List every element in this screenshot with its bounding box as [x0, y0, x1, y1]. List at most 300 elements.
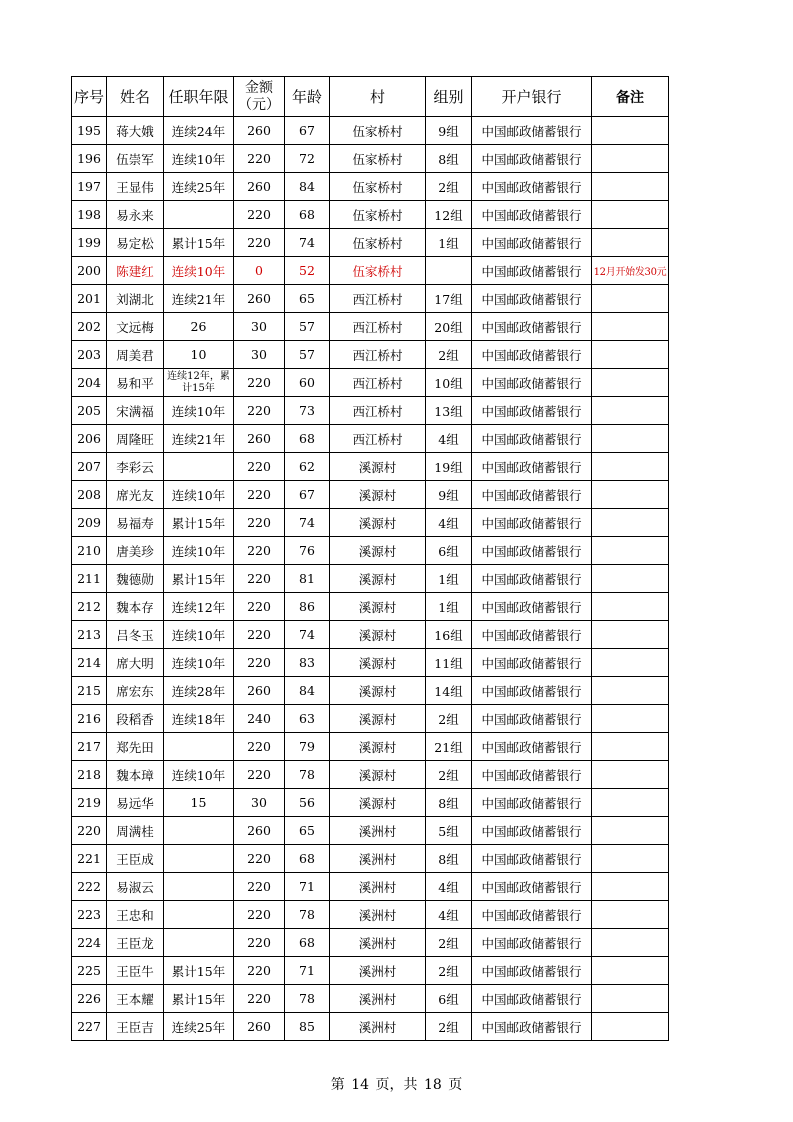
- header-amount: [234, 77, 285, 117]
- cell-group: 6组: [426, 537, 472, 565]
- cell-tenure: [164, 901, 234, 929]
- cell-age: 65: [285, 285, 330, 313]
- cell-village: 溪源村: [330, 453, 426, 481]
- cell-remark: [592, 845, 669, 873]
- cell-amount: 240: [234, 705, 285, 733]
- cell-age: 78: [285, 985, 330, 1013]
- cell-village: 溪洲村: [330, 873, 426, 901]
- cell-group: 8组: [426, 145, 472, 173]
- cell-village: 溪源村: [330, 481, 426, 509]
- cell-bank: 中国邮政储蓄银行: [472, 649, 592, 677]
- cell-amount: 220: [234, 733, 285, 761]
- cell-no: 219: [72, 789, 107, 817]
- cell-name: 周隆旺: [107, 425, 164, 453]
- cell-remark: [592, 985, 669, 1013]
- cell-name: 唐美珍: [107, 537, 164, 565]
- cell-remark: [592, 509, 669, 537]
- cell-group: 1组: [426, 593, 472, 621]
- table-row: [72, 509, 669, 537]
- cell-village: 溪源村: [330, 677, 426, 705]
- table-row: [72, 901, 669, 929]
- cell-amount: 220: [234, 929, 285, 957]
- table-row: [72, 257, 669, 285]
- cell-remark: [592, 789, 669, 817]
- cell-name: 周美君: [107, 341, 164, 369]
- cell-village: 溪洲村: [330, 1013, 426, 1041]
- cell-age: 63: [285, 705, 330, 733]
- cell-name: 魏德勋: [107, 565, 164, 593]
- cell-tenure: 连续10年: [164, 257, 234, 285]
- cell-no: 217: [72, 733, 107, 761]
- cell-group: 4组: [426, 509, 472, 537]
- cell-bank: 中国邮政储蓄银行: [472, 397, 592, 425]
- table-row: [72, 425, 669, 453]
- table-row: [72, 733, 669, 761]
- cell-no: 207: [72, 453, 107, 481]
- table-row: [72, 565, 669, 593]
- cell-name: 易永来: [107, 201, 164, 229]
- cell-no: 211: [72, 565, 107, 593]
- cell-group: 14组: [426, 677, 472, 705]
- cell-amount: 260: [234, 425, 285, 453]
- cell-no: 203: [72, 341, 107, 369]
- cell-age: 68: [285, 425, 330, 453]
- cell-age: 56: [285, 789, 330, 817]
- table-row: [72, 817, 669, 845]
- cell-tenure: 累计15年: [164, 957, 234, 985]
- cell-name: 席光友: [107, 481, 164, 509]
- cell-no: 220: [72, 817, 107, 845]
- cell-group: 2组: [426, 761, 472, 789]
- cell-tenure: 连续12年: [164, 593, 234, 621]
- cell-village: 西江桥村: [330, 285, 426, 313]
- cell-no: 197: [72, 173, 107, 201]
- cell-tenure: 连续10年: [164, 145, 234, 173]
- cell-age: 67: [285, 117, 330, 145]
- cell-amount: 220: [234, 369, 285, 397]
- cell-remark: [592, 537, 669, 565]
- cell-remark: [592, 313, 669, 341]
- cell-tenure: 连续28年: [164, 677, 234, 705]
- cell-age: 71: [285, 873, 330, 901]
- cell-village: 西江桥村: [330, 313, 426, 341]
- cell-amount: 220: [234, 901, 285, 929]
- table-row: [72, 705, 669, 733]
- cell-amount: 220: [234, 593, 285, 621]
- cell-remark: [592, 565, 669, 593]
- cell-age: 85: [285, 1013, 330, 1041]
- cell-age: 71: [285, 957, 330, 985]
- table-row: [72, 229, 669, 257]
- cell-name: 易和平: [107, 369, 164, 397]
- cell-remark: [592, 677, 669, 705]
- cell-name: 席大明: [107, 649, 164, 677]
- cell-group: 2组: [426, 957, 472, 985]
- cell-age: 68: [285, 845, 330, 873]
- cell-village: 溪洲村: [330, 957, 426, 985]
- cell-bank: 中国邮政储蓄银行: [472, 201, 592, 229]
- cell-bank: 中国邮政储蓄银行: [472, 705, 592, 733]
- cell-no: 223: [72, 901, 107, 929]
- cell-name: 魏本存: [107, 593, 164, 621]
- table-row: [72, 873, 669, 901]
- cell-no: 226: [72, 985, 107, 1013]
- cell-group: 2组: [426, 929, 472, 957]
- cell-name: 刘湖北: [107, 285, 164, 313]
- footer-suffix: 页: [448, 1077, 463, 1093]
- cell-bank: 中国邮政储蓄银行: [472, 677, 592, 705]
- cell-village: 西江桥村: [330, 397, 426, 425]
- table-row: [72, 1013, 669, 1041]
- cell-name: 陈建红: [107, 257, 164, 285]
- cell-no: 206: [72, 425, 107, 453]
- cell-age: 62: [285, 453, 330, 481]
- cell-group: 1组: [426, 229, 472, 257]
- cell-village: 溪源村: [330, 565, 426, 593]
- cell-tenure: [164, 817, 234, 845]
- cell-age: 65: [285, 817, 330, 845]
- cell-age: 57: [285, 341, 330, 369]
- cell-tenure: 连续18年: [164, 705, 234, 733]
- cell-bank: 中国邮政储蓄银行: [472, 761, 592, 789]
- cell-amount: 220: [234, 649, 285, 677]
- cell-village: 溪源村: [330, 733, 426, 761]
- cell-no: 218: [72, 761, 107, 789]
- cell-amount: 220: [234, 621, 285, 649]
- cell-bank: 中国邮政储蓄银行: [472, 341, 592, 369]
- cell-tenure: [164, 845, 234, 873]
- cell-tenure: 累计15年: [164, 509, 234, 537]
- cell-name: 蒋大娥: [107, 117, 164, 145]
- cell-no: 199: [72, 229, 107, 257]
- cell-no: 210: [72, 537, 107, 565]
- table-row: [72, 621, 669, 649]
- cell-group: 19组: [426, 453, 472, 481]
- cell-village: 溪洲村: [330, 845, 426, 873]
- footer-prefix: 第: [330, 1077, 345, 1093]
- cell-tenure: 连续24年: [164, 117, 234, 145]
- footer-total-pages: 18: [423, 1077, 442, 1093]
- table-row: [72, 341, 669, 369]
- header-group: 组别: [426, 77, 472, 117]
- cell-age: 57: [285, 313, 330, 341]
- cell-remark: [592, 481, 669, 509]
- table-row: [72, 313, 669, 341]
- table-row: [72, 201, 669, 229]
- cell-group: 17组: [426, 285, 472, 313]
- cell-no: 224: [72, 929, 107, 957]
- cell-tenure: 连续10年: [164, 481, 234, 509]
- footer-mid: 页，共: [375, 1077, 418, 1093]
- cell-tenure: 累计15年: [164, 985, 234, 1013]
- table-row: [72, 789, 669, 817]
- cell-remark: [592, 341, 669, 369]
- header-tenure: 任职年限: [164, 77, 234, 117]
- cell-village: 西江桥村: [330, 425, 426, 453]
- cell-village: 伍家桥村: [330, 201, 426, 229]
- cell-name: 魏本璋: [107, 761, 164, 789]
- cell-bank: 中国邮政储蓄银行: [472, 565, 592, 593]
- cell-bank: 中国邮政储蓄银行: [472, 285, 592, 313]
- cell-name: 王臣吉: [107, 1013, 164, 1041]
- cell-name: 李彩云: [107, 453, 164, 481]
- cell-village: 西江桥村: [330, 341, 426, 369]
- cell-amount: 220: [234, 229, 285, 257]
- cell-group: 4组: [426, 901, 472, 929]
- cell-remark: [592, 425, 669, 453]
- cell-bank: 中国邮政储蓄银行: [472, 173, 592, 201]
- cell-amount: 220: [234, 761, 285, 789]
- pension-table: [71, 76, 669, 1041]
- cell-village: 溪源村: [330, 649, 426, 677]
- cell-amount: 260: [234, 677, 285, 705]
- cell-tenure: 累计15年: [164, 565, 234, 593]
- cell-bank: 中国邮政储蓄银行: [472, 1013, 592, 1041]
- cell-name: 王显伟: [107, 173, 164, 201]
- cell-age: 74: [285, 229, 330, 257]
- header-no: 序号: [72, 77, 107, 117]
- table-row: [72, 453, 669, 481]
- cell-bank: 中国邮政储蓄银行: [472, 453, 592, 481]
- cell-group: 6组: [426, 985, 472, 1013]
- cell-group: 16组: [426, 621, 472, 649]
- cell-age: 83: [285, 649, 330, 677]
- cell-tenure: [164, 929, 234, 957]
- cell-tenure: [164, 873, 234, 901]
- cell-amount: 30: [234, 313, 285, 341]
- cell-village: 溪源村: [330, 537, 426, 565]
- cell-amount: 220: [234, 985, 285, 1013]
- table-row: [72, 481, 669, 509]
- cell-no: 196: [72, 145, 107, 173]
- cell-amount: 0: [234, 257, 285, 285]
- table-row: [72, 397, 669, 425]
- cell-no: 208: [72, 481, 107, 509]
- cell-remark: [592, 117, 669, 145]
- cell-name: 周满桂: [107, 817, 164, 845]
- cell-amount: 260: [234, 817, 285, 845]
- cell-tenure: [164, 201, 234, 229]
- cell-remark: [592, 369, 669, 397]
- footer-page-number: 14: [351, 1077, 370, 1093]
- header-age: 年龄: [285, 77, 330, 117]
- cell-bank: 中国邮政储蓄银行: [472, 481, 592, 509]
- cell-bank: 中国邮政储蓄银行: [472, 873, 592, 901]
- table-row: [72, 677, 669, 705]
- cell-tenure: [164, 453, 234, 481]
- cell-age: 74: [285, 621, 330, 649]
- cell-name: 王忠和: [107, 901, 164, 929]
- table-row: [72, 985, 669, 1013]
- cell-bank: 中国邮政储蓄银行: [472, 817, 592, 845]
- cell-group: 20组: [426, 313, 472, 341]
- cell-village: 溪源村: [330, 621, 426, 649]
- cell-no: 209: [72, 509, 107, 537]
- cell-amount: 220: [234, 873, 285, 901]
- cell-no: 225: [72, 957, 107, 985]
- header-amount-line1: 金额: [245, 79, 273, 96]
- cell-name: 易远华: [107, 789, 164, 817]
- cell-bank: 中国邮政储蓄银行: [472, 537, 592, 565]
- cell-bank: 中国邮政储蓄银行: [472, 621, 592, 649]
- cell-group: 12组: [426, 201, 472, 229]
- table-row: [72, 117, 669, 145]
- cell-amount: 220: [234, 509, 285, 537]
- cell-amount: 260: [234, 117, 285, 145]
- header-remark: 备注: [592, 77, 669, 117]
- cell-bank: 中国邮政储蓄银行: [472, 733, 592, 761]
- cell-bank: 中国邮政储蓄银行: [472, 425, 592, 453]
- cell-age: 79: [285, 733, 330, 761]
- cell-bank: 中国邮政储蓄银行: [472, 957, 592, 985]
- cell-remark: [592, 593, 669, 621]
- cell-no: 222: [72, 873, 107, 901]
- cell-amount: 220: [234, 397, 285, 425]
- cell-no: 198: [72, 201, 107, 229]
- cell-remark: [592, 761, 669, 789]
- cell-age: 84: [285, 677, 330, 705]
- cell-village: 伍家桥村: [330, 229, 426, 257]
- cell-group: 2组: [426, 705, 472, 733]
- cell-tenure: 连续10年: [164, 537, 234, 565]
- cell-group: 8组: [426, 789, 472, 817]
- cell-no: 215: [72, 677, 107, 705]
- page-footer: [0, 1074, 793, 1094]
- cell-tenure: 连续12年，累计15年: [164, 369, 234, 397]
- cell-tenure: 26: [164, 313, 234, 341]
- cell-name: 王本耀: [107, 985, 164, 1013]
- cell-name: 宋满福: [107, 397, 164, 425]
- cell-remark: [592, 621, 669, 649]
- cell-group: 5组: [426, 817, 472, 845]
- cell-amount: 220: [234, 481, 285, 509]
- cell-tenure: 15: [164, 789, 234, 817]
- table-row: [72, 929, 669, 957]
- cell-bank: 中国邮政储蓄银行: [472, 313, 592, 341]
- table-row: [72, 537, 669, 565]
- cell-remark: [592, 1013, 669, 1041]
- cell-tenure: 连续21年: [164, 425, 234, 453]
- cell-village: 溪源村: [330, 593, 426, 621]
- cell-no: 213: [72, 621, 107, 649]
- cell-remark: [592, 285, 669, 313]
- cell-village: 溪洲村: [330, 901, 426, 929]
- cell-name: 席宏东: [107, 677, 164, 705]
- cell-age: 76: [285, 537, 330, 565]
- cell-village: 溪源村: [330, 705, 426, 733]
- cell-remark: [592, 397, 669, 425]
- cell-bank: 中国邮政储蓄银行: [472, 509, 592, 537]
- cell-remark: [592, 873, 669, 901]
- cell-no: 221: [72, 845, 107, 873]
- cell-village: 伍家桥村: [330, 257, 426, 285]
- cell-group: 11组: [426, 649, 472, 677]
- cell-remark: [592, 957, 669, 985]
- cell-tenure: 连续10年: [164, 761, 234, 789]
- cell-amount: 220: [234, 201, 285, 229]
- cell-name: 吕冬玉: [107, 621, 164, 649]
- cell-remark: [592, 817, 669, 845]
- cell-age: 68: [285, 929, 330, 957]
- cell-village: 溪洲村: [330, 985, 426, 1013]
- cell-remark: [592, 229, 669, 257]
- cell-tenure: 累计15年: [164, 229, 234, 257]
- cell-remark: [592, 173, 669, 201]
- cell-name: 易福寿: [107, 509, 164, 537]
- cell-village: 伍家桥村: [330, 145, 426, 173]
- cell-age: 78: [285, 901, 330, 929]
- cell-age: 67: [285, 481, 330, 509]
- cell-bank: 中国邮政储蓄银行: [472, 117, 592, 145]
- cell-no: 227: [72, 1013, 107, 1041]
- cell-amount: 260: [234, 173, 285, 201]
- cell-group: [426, 257, 472, 285]
- cell-group: 10组: [426, 369, 472, 397]
- cell-amount: 220: [234, 957, 285, 985]
- cell-no: 200: [72, 257, 107, 285]
- cell-name: 王臣龙: [107, 929, 164, 957]
- cell-bank: 中国邮政储蓄银行: [472, 901, 592, 929]
- cell-remark: [592, 201, 669, 229]
- cell-age: 73: [285, 397, 330, 425]
- cell-remark: [592, 705, 669, 733]
- cell-no: 202: [72, 313, 107, 341]
- cell-name: 王臣牛: [107, 957, 164, 985]
- cell-remark: 12月开始发30元: [592, 257, 669, 285]
- cell-amount: 220: [234, 537, 285, 565]
- table-row: [72, 145, 669, 173]
- cell-no: 212: [72, 593, 107, 621]
- header-row: [72, 77, 669, 117]
- table-row: [72, 649, 669, 677]
- cell-age: 60: [285, 369, 330, 397]
- cell-tenure: 连续10年: [164, 397, 234, 425]
- cell-age: 78: [285, 761, 330, 789]
- cell-group: 4组: [426, 425, 472, 453]
- table-row: [72, 369, 669, 397]
- header-bank: 开户银行: [472, 77, 592, 117]
- cell-tenure: 连续25年: [164, 1013, 234, 1041]
- cell-age: 81: [285, 565, 330, 593]
- cell-village: 溪源村: [330, 761, 426, 789]
- cell-amount: 220: [234, 845, 285, 873]
- cell-group: 2组: [426, 341, 472, 369]
- cell-name: 郑先田: [107, 733, 164, 761]
- cell-no: 201: [72, 285, 107, 313]
- cell-tenure: 连续10年: [164, 621, 234, 649]
- cell-remark: [592, 901, 669, 929]
- cell-amount: 220: [234, 453, 285, 481]
- cell-no: 195: [72, 117, 107, 145]
- header-amount-line2: （元）: [238, 96, 280, 113]
- cell-group: 4组: [426, 873, 472, 901]
- cell-village: 伍家桥村: [330, 173, 426, 201]
- table-row: [72, 957, 669, 985]
- cell-name: 王臣成: [107, 845, 164, 873]
- cell-bank: 中国邮政储蓄银行: [472, 593, 592, 621]
- cell-group: 13组: [426, 397, 472, 425]
- cell-amount: 260: [234, 1013, 285, 1041]
- cell-village: 溪源村: [330, 509, 426, 537]
- cell-name: 段稻香: [107, 705, 164, 733]
- cell-age: 52: [285, 257, 330, 285]
- table-row: [72, 285, 669, 313]
- cell-remark: [592, 929, 669, 957]
- cell-age: 86: [285, 593, 330, 621]
- cell-remark: [592, 649, 669, 677]
- cell-name: 易淑云: [107, 873, 164, 901]
- cell-remark: [592, 733, 669, 761]
